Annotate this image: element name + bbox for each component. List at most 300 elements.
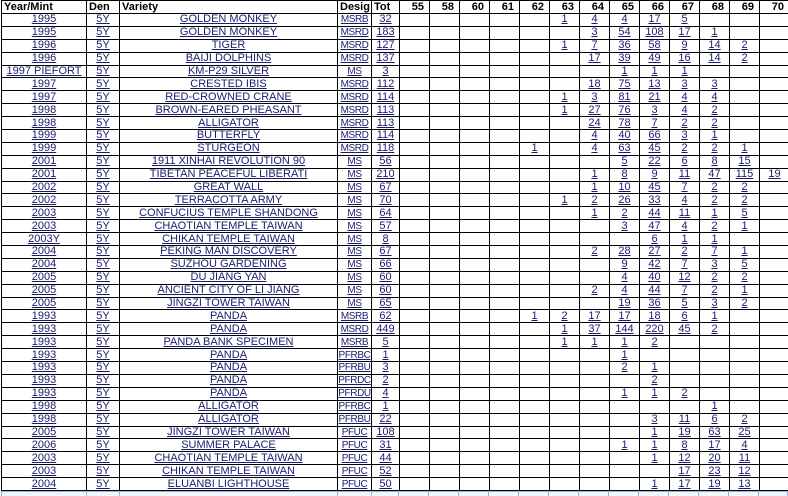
cell-grade-64[interactable] bbox=[580, 349, 610, 362]
cell-grade-62[interactable] bbox=[520, 117, 550, 130]
cell-tot[interactable]: 1 bbox=[372, 400, 400, 413]
cell-grade-55[interactable] bbox=[400, 465, 430, 478]
col-header-grade-70[interactable]: 70 bbox=[760, 1, 788, 14]
cell-den[interactable]: 5Y bbox=[87, 155, 120, 168]
cell-grade-67[interactable]: 4 bbox=[670, 194, 700, 207]
cell-grade-65[interactable]: 54 bbox=[610, 26, 640, 39]
cell-grade-60[interactable] bbox=[460, 233, 490, 246]
cell-grade-55[interactable] bbox=[400, 271, 430, 284]
cell-grade-58[interactable] bbox=[430, 130, 460, 143]
cell-den[interactable]: 5Y bbox=[87, 362, 120, 375]
cell-grade-66[interactable]: 1 bbox=[640, 387, 670, 400]
cell-desig[interactable]: MS bbox=[338, 220, 372, 233]
cell-grade-66[interactable]: 9 bbox=[640, 168, 670, 181]
cell-grade-68[interactable]: 1 bbox=[700, 400, 730, 413]
cell-grade-67[interactable] bbox=[670, 400, 700, 413]
cell-year[interactable]: 2002 bbox=[2, 181, 87, 194]
cell-grade-60[interactable] bbox=[460, 452, 490, 465]
selected-cell[interactable] bbox=[578, 491, 608, 496]
cell-grade-55[interactable] bbox=[400, 452, 430, 465]
cell-grade-65[interactable]: 63 bbox=[610, 142, 640, 155]
cell-year[interactable]: 1993 bbox=[2, 387, 87, 400]
cell-grade-60[interactable] bbox=[460, 387, 490, 400]
cell-variety[interactable]: PANDA bbox=[120, 349, 338, 362]
cell-grade-66[interactable]: 36 bbox=[640, 297, 670, 310]
cell-grade-69[interactable] bbox=[730, 310, 760, 323]
cell-year[interactable]: 1998 bbox=[2, 117, 87, 130]
cell-grade-62[interactable] bbox=[520, 336, 550, 349]
cell-grade-61[interactable] bbox=[490, 104, 520, 117]
cell-grade-62[interactable] bbox=[520, 104, 550, 117]
cell-desig[interactable]: PFUC bbox=[338, 439, 372, 452]
cell-grade-67[interactable] bbox=[670, 362, 700, 375]
cell-den[interactable]: 5Y bbox=[87, 426, 120, 439]
cell-grade-61[interactable] bbox=[490, 233, 520, 246]
cell-grade-55[interactable] bbox=[400, 142, 430, 155]
cell-grade-65[interactable]: 1 bbox=[610, 336, 640, 349]
cell-grade-60[interactable] bbox=[460, 65, 490, 78]
cell-grade-62[interactable] bbox=[520, 65, 550, 78]
selected-cell[interactable] bbox=[488, 491, 518, 496]
cell-grade-55[interactable] bbox=[400, 14, 430, 27]
cell-grade-66[interactable]: 1 bbox=[640, 439, 670, 452]
cell-grade-65[interactable]: 39 bbox=[610, 52, 640, 65]
cell-grade-70[interactable] bbox=[760, 78, 788, 91]
cell-year[interactable]: 1995 bbox=[2, 26, 87, 39]
cell-year[interactable]: 1998 bbox=[2, 104, 87, 117]
cell-grade-64[interactable] bbox=[580, 387, 610, 400]
cell-grade-66[interactable]: 42 bbox=[640, 258, 670, 271]
cell-grade-61[interactable] bbox=[490, 39, 520, 52]
cell-variety[interactable]: SUMMER PALACE bbox=[120, 439, 338, 452]
cell-variety[interactable]: PANDA bbox=[120, 323, 338, 336]
cell-grade-69[interactable] bbox=[730, 104, 760, 117]
cell-grade-67[interactable]: 1 bbox=[670, 65, 700, 78]
cell-grade-70[interactable] bbox=[760, 336, 788, 349]
cell-tot[interactable]: 22 bbox=[372, 413, 400, 426]
cell-grade-65[interactable]: 81 bbox=[610, 91, 640, 104]
cell-desig[interactable]: MS bbox=[338, 297, 372, 310]
cell-grade-65[interactable]: 1 bbox=[610, 387, 640, 400]
cell-grade-66[interactable]: 45 bbox=[640, 142, 670, 155]
cell-grade-61[interactable] bbox=[490, 130, 520, 143]
cell-grade-69[interactable]: 1 bbox=[730, 246, 760, 259]
cell-tot[interactable]: 449 bbox=[372, 323, 400, 336]
cell-grade-62[interactable] bbox=[520, 271, 550, 284]
cell-grade-66[interactable]: 220 bbox=[640, 323, 670, 336]
col-header-grade-64[interactable]: 64 bbox=[580, 1, 610, 14]
cell-tot[interactable]: 56 bbox=[372, 155, 400, 168]
cell-variety[interactable]: CONFUCIUS TEMPLE SHANDONG bbox=[120, 207, 338, 220]
cell-grade-68[interactable]: 14 bbox=[700, 39, 730, 52]
cell-grade-55[interactable] bbox=[400, 413, 430, 426]
cell-grade-63[interactable] bbox=[550, 478, 580, 491]
cell-grade-58[interactable] bbox=[430, 220, 460, 233]
cell-grade-61[interactable] bbox=[490, 14, 520, 27]
col-header-grade-69[interactable]: 69 bbox=[730, 1, 760, 14]
cell-grade-69[interactable]: 11 bbox=[730, 452, 760, 465]
cell-grade-63[interactable]: 1 bbox=[550, 194, 580, 207]
cell-desig[interactable]: MS bbox=[338, 168, 372, 181]
col-header-den[interactable]: Den bbox=[87, 1, 120, 14]
cell-desig[interactable]: MSRB bbox=[338, 336, 372, 349]
cell-grade-70[interactable] bbox=[760, 426, 788, 439]
cell-grade-65[interactable]: 17 bbox=[610, 310, 640, 323]
cell-year[interactable]: 2005 bbox=[2, 271, 87, 284]
cell-tot[interactable]: 67 bbox=[372, 181, 400, 194]
cell-year[interactable]: 2003Y bbox=[2, 233, 87, 246]
cell-desig[interactable]: MS bbox=[338, 181, 372, 194]
cell-desig[interactable]: MSRD bbox=[338, 52, 372, 65]
selected-cell[interactable] bbox=[518, 491, 548, 496]
cell-grade-62[interactable] bbox=[520, 91, 550, 104]
cell-grade-67[interactable]: 6 bbox=[670, 155, 700, 168]
cell-grade-66[interactable]: 21 bbox=[640, 91, 670, 104]
cell-grade-61[interactable] bbox=[490, 142, 520, 155]
cell-grade-69[interactable]: 5 bbox=[730, 258, 760, 271]
cell-year[interactable]: 1996 bbox=[2, 52, 87, 65]
cell-year[interactable]: 1998 bbox=[2, 413, 87, 426]
cell-tot[interactable]: 57 bbox=[372, 220, 400, 233]
cell-grade-64[interactable] bbox=[580, 271, 610, 284]
cell-grade-55[interactable] bbox=[400, 387, 430, 400]
cell-grade-67[interactable]: 11 bbox=[670, 207, 700, 220]
cell-grade-68[interactable]: 4 bbox=[700, 91, 730, 104]
cell-tot[interactable]: 5 bbox=[372, 336, 400, 349]
cell-grade-65[interactable]: 2 bbox=[610, 362, 640, 375]
cell-year[interactable]: 2002 bbox=[2, 194, 87, 207]
cell-grade-60[interactable] bbox=[460, 39, 490, 52]
cell-grade-64[interactable] bbox=[580, 233, 610, 246]
cell-desig[interactable]: PFUC bbox=[338, 452, 372, 465]
selected-cell[interactable] bbox=[1, 491, 86, 496]
cell-desig[interactable]: MS bbox=[338, 194, 372, 207]
cell-grade-66[interactable]: 2 bbox=[640, 374, 670, 387]
cell-grade-55[interactable] bbox=[400, 130, 430, 143]
cell-grade-70[interactable] bbox=[760, 91, 788, 104]
cell-grade-60[interactable] bbox=[460, 271, 490, 284]
cell-variety[interactable]: DU JIANG YAN bbox=[120, 271, 338, 284]
cell-grade-68[interactable] bbox=[700, 349, 730, 362]
cell-grade-60[interactable] bbox=[460, 323, 490, 336]
cell-tot[interactable]: 70 bbox=[372, 194, 400, 207]
cell-tot[interactable]: 8 bbox=[372, 233, 400, 246]
cell-grade-60[interactable] bbox=[460, 142, 490, 155]
cell-grade-61[interactable] bbox=[490, 284, 520, 297]
cell-grade-58[interactable] bbox=[430, 323, 460, 336]
cell-year[interactable]: 2005 bbox=[2, 284, 87, 297]
cell-grade-58[interactable] bbox=[430, 207, 460, 220]
cell-grade-60[interactable] bbox=[460, 297, 490, 310]
cell-grade-70[interactable] bbox=[760, 194, 788, 207]
col-header-grade-67[interactable]: 67 bbox=[670, 1, 700, 14]
cell-grade-66[interactable]: 1 bbox=[640, 65, 670, 78]
cell-grade-66[interactable]: 1 bbox=[640, 452, 670, 465]
col-header-year-mint[interactable]: Year/Mint bbox=[2, 1, 87, 14]
cell-den[interactable]: 5Y bbox=[87, 39, 120, 52]
cell-den[interactable]: 5Y bbox=[87, 413, 120, 426]
selected-cell[interactable] bbox=[758, 491, 788, 496]
cell-grade-70[interactable] bbox=[760, 258, 788, 271]
cell-grade-61[interactable] bbox=[490, 439, 520, 452]
col-header-grade-58[interactable]: 58 bbox=[430, 1, 460, 14]
cell-tot[interactable]: 52 bbox=[372, 465, 400, 478]
cell-grade-64[interactable] bbox=[580, 439, 610, 452]
cell-grade-60[interactable] bbox=[460, 426, 490, 439]
cell-grade-68[interactable] bbox=[700, 65, 730, 78]
cell-grade-70[interactable] bbox=[760, 39, 788, 52]
col-header-desig[interactable]: Desig bbox=[338, 1, 372, 14]
cell-grade-67[interactable]: 8 bbox=[670, 439, 700, 452]
col-header-grade-61[interactable]: 61 bbox=[490, 1, 520, 14]
cell-den[interactable]: 5Y bbox=[87, 233, 120, 246]
cell-grade-65[interactable]: 144 bbox=[610, 323, 640, 336]
cell-grade-62[interactable] bbox=[520, 258, 550, 271]
cell-grade-60[interactable] bbox=[460, 194, 490, 207]
cell-tot[interactable]: 32 bbox=[372, 14, 400, 27]
cell-grade-61[interactable] bbox=[490, 426, 520, 439]
cell-grade-66[interactable]: 1 bbox=[640, 362, 670, 375]
col-header-grade-68[interactable]: 68 bbox=[700, 1, 730, 14]
cell-grade-55[interactable] bbox=[400, 400, 430, 413]
cell-grade-70[interactable] bbox=[760, 452, 788, 465]
cell-den[interactable]: 5Y bbox=[87, 246, 120, 259]
cell-grade-63[interactable] bbox=[550, 284, 580, 297]
cell-tot[interactable]: 113 bbox=[372, 104, 400, 117]
cell-grade-61[interactable] bbox=[490, 181, 520, 194]
cell-tot[interactable]: 60 bbox=[372, 271, 400, 284]
cell-grade-67[interactable]: 9 bbox=[670, 39, 700, 52]
cell-desig[interactable]: MS bbox=[338, 271, 372, 284]
cell-grade-70[interactable] bbox=[760, 271, 788, 284]
cell-grade-62[interactable] bbox=[520, 207, 550, 220]
cell-grade-58[interactable] bbox=[430, 452, 460, 465]
cell-den[interactable]: 5Y bbox=[87, 258, 120, 271]
cell-grade-60[interactable] bbox=[460, 258, 490, 271]
cell-grade-63[interactable] bbox=[550, 155, 580, 168]
cell-grade-66[interactable]: 6 bbox=[640, 233, 670, 246]
cell-grade-68[interactable]: 2 bbox=[700, 284, 730, 297]
cell-grade-67[interactable]: 7 bbox=[670, 258, 700, 271]
cell-grade-60[interactable] bbox=[460, 284, 490, 297]
cell-grade-62[interactable] bbox=[520, 246, 550, 259]
cell-grade-62[interactable] bbox=[520, 284, 550, 297]
cell-grade-58[interactable] bbox=[430, 78, 460, 91]
cell-grade-61[interactable] bbox=[490, 155, 520, 168]
cell-grade-69[interactable]: 1 bbox=[730, 220, 760, 233]
cell-grade-67[interactable]: 2 bbox=[670, 246, 700, 259]
cell-grade-66[interactable]: 17 bbox=[640, 14, 670, 27]
cell-grade-58[interactable] bbox=[430, 233, 460, 246]
col-header-grade-62[interactable]: 62 bbox=[520, 1, 550, 14]
cell-grade-55[interactable] bbox=[400, 284, 430, 297]
cell-den[interactable]: 5Y bbox=[87, 478, 120, 491]
cell-den[interactable]: 5Y bbox=[87, 26, 120, 39]
cell-grade-69[interactable]: 115 bbox=[730, 168, 760, 181]
cell-variety[interactable]: PANDA bbox=[120, 362, 338, 375]
cell-tot[interactable]: 44 bbox=[372, 452, 400, 465]
cell-grade-65[interactable]: 75 bbox=[610, 78, 640, 91]
selected-cell[interactable] bbox=[337, 491, 371, 496]
cell-grade-60[interactable] bbox=[460, 220, 490, 233]
cell-grade-67[interactable]: 5 bbox=[670, 14, 700, 27]
cell-grade-61[interactable] bbox=[490, 246, 520, 259]
cell-grade-68[interactable]: 6 bbox=[700, 413, 730, 426]
cell-grade-70[interactable] bbox=[760, 155, 788, 168]
cell-grade-69[interactable]: 12 bbox=[730, 465, 760, 478]
cell-grade-70[interactable] bbox=[760, 181, 788, 194]
cell-grade-64[interactable]: 1 bbox=[580, 168, 610, 181]
cell-grade-61[interactable] bbox=[490, 336, 520, 349]
cell-grade-61[interactable] bbox=[490, 117, 520, 130]
cell-year[interactable]: 2003 bbox=[2, 465, 87, 478]
cell-grade-58[interactable] bbox=[430, 349, 460, 362]
cell-grade-70[interactable] bbox=[760, 65, 788, 78]
cell-grade-60[interactable] bbox=[460, 413, 490, 426]
cell-grade-62[interactable] bbox=[520, 194, 550, 207]
cell-grade-64[interactable]: 1 bbox=[580, 336, 610, 349]
cell-grade-64[interactable] bbox=[580, 297, 610, 310]
cell-grade-65[interactable]: 1 bbox=[610, 349, 640, 362]
cell-grade-61[interactable] bbox=[490, 349, 520, 362]
cell-grade-69[interactable]: 5 bbox=[730, 207, 760, 220]
cell-grade-67[interactable]: 19 bbox=[670, 426, 700, 439]
cell-grade-68[interactable]: 8 bbox=[700, 155, 730, 168]
cell-grade-66[interactable]: 13 bbox=[640, 78, 670, 91]
cell-grade-69[interactable] bbox=[730, 117, 760, 130]
cell-grade-55[interactable] bbox=[400, 246, 430, 259]
cell-grade-58[interactable] bbox=[430, 374, 460, 387]
cell-grade-70[interactable] bbox=[760, 478, 788, 491]
cell-grade-58[interactable] bbox=[430, 39, 460, 52]
cell-grade-66[interactable]: 44 bbox=[640, 284, 670, 297]
col-header-tot[interactable]: Tot bbox=[372, 1, 400, 14]
selected-cell[interactable] bbox=[119, 491, 337, 496]
cell-grade-70[interactable] bbox=[760, 400, 788, 413]
cell-grade-58[interactable] bbox=[430, 258, 460, 271]
cell-grade-65[interactable]: 2 bbox=[610, 207, 640, 220]
cell-grade-64[interactable] bbox=[580, 400, 610, 413]
cell-grade-62[interactable] bbox=[520, 39, 550, 52]
cell-grade-66[interactable]: 2 bbox=[640, 336, 670, 349]
cell-grade-70[interactable] bbox=[760, 362, 788, 375]
cell-desig[interactable]: PFRBC bbox=[338, 401, 371, 413]
cell-grade-68[interactable]: 20 bbox=[700, 452, 730, 465]
cell-grade-65[interactable]: 10 bbox=[610, 181, 640, 194]
cell-year[interactable]: 2004 bbox=[2, 478, 87, 491]
cell-grade-58[interactable] bbox=[430, 65, 460, 78]
cell-tot[interactable]: 114 bbox=[372, 130, 400, 143]
selected-cell[interactable] bbox=[458, 491, 488, 496]
cell-grade-69[interactable] bbox=[730, 387, 760, 400]
cell-grade-60[interactable] bbox=[460, 465, 490, 478]
cell-grade-66[interactable]: 27 bbox=[640, 246, 670, 259]
cell-grade-64[interactable]: 7 bbox=[580, 39, 610, 52]
cell-den[interactable]: 5Y bbox=[87, 194, 120, 207]
cell-grade-62[interactable] bbox=[520, 400, 550, 413]
cell-variety[interactable]: CHIKAN TEMPLE TAIWAN bbox=[120, 233, 338, 246]
cell-den[interactable]: 5Y bbox=[87, 439, 120, 452]
cell-variety[interactable]: PANDA bbox=[120, 310, 338, 323]
cell-grade-67[interactable]: 3 bbox=[670, 78, 700, 91]
cell-grade-68[interactable]: 3 bbox=[700, 297, 730, 310]
cell-year[interactable]: 2004 bbox=[2, 246, 87, 259]
cell-grade-69[interactable] bbox=[730, 78, 760, 91]
cell-grade-60[interactable] bbox=[460, 117, 490, 130]
cell-year[interactable]: 1993 bbox=[2, 362, 87, 375]
cell-grade-67[interactable] bbox=[670, 349, 700, 362]
cell-grade-60[interactable] bbox=[460, 374, 490, 387]
cell-den[interactable]: 5Y bbox=[87, 297, 120, 310]
cell-grade-68[interactable] bbox=[700, 362, 730, 375]
cell-grade-55[interactable] bbox=[400, 104, 430, 117]
cell-grade-60[interactable] bbox=[460, 130, 490, 143]
cell-grade-63[interactable] bbox=[550, 207, 580, 220]
cell-variety[interactable]: PANDA BANK SPECIMEN bbox=[120, 336, 338, 349]
cell-grade-62[interactable] bbox=[520, 426, 550, 439]
cell-tot[interactable]: 112 bbox=[372, 78, 400, 91]
cell-grade-66[interactable]: 1 bbox=[640, 478, 670, 491]
cell-den[interactable]: 5Y bbox=[87, 336, 120, 349]
cell-grade-67[interactable] bbox=[670, 374, 700, 387]
cell-grade-67[interactable]: 2 bbox=[670, 387, 700, 400]
cell-grade-70[interactable] bbox=[760, 439, 788, 452]
cell-den[interactable]: 5Y bbox=[87, 374, 120, 387]
cell-grade-64[interactable] bbox=[580, 258, 610, 271]
cell-grade-61[interactable] bbox=[490, 168, 520, 181]
cell-grade-58[interactable] bbox=[430, 426, 460, 439]
cell-grade-63[interactable] bbox=[550, 65, 580, 78]
cell-grade-65[interactable]: 76 bbox=[610, 104, 640, 117]
cell-tot[interactable]: 4 bbox=[372, 387, 400, 400]
cell-grade-61[interactable] bbox=[490, 258, 520, 271]
cell-grade-69[interactable]: 2 bbox=[730, 413, 760, 426]
cell-grade-60[interactable] bbox=[460, 168, 490, 181]
cell-grade-63[interactable] bbox=[550, 400, 580, 413]
cell-tot[interactable]: 118 bbox=[372, 142, 400, 155]
cell-grade-55[interactable] bbox=[400, 323, 430, 336]
cell-grade-66[interactable] bbox=[640, 349, 670, 362]
cell-desig[interactable]: PFUC bbox=[338, 426, 372, 439]
cell-variety[interactable]: RED-CROWNED CRANE bbox=[120, 91, 338, 104]
cell-variety[interactable]: 1911 XINHAI REVOLUTION 90 bbox=[120, 155, 338, 168]
cell-grade-70[interactable] bbox=[760, 130, 788, 143]
cell-grade-64[interactable]: 17 bbox=[580, 310, 610, 323]
cell-grade-65[interactable]: 19 bbox=[610, 297, 640, 310]
cell-grade-60[interactable] bbox=[460, 439, 490, 452]
cell-grade-62[interactable] bbox=[520, 439, 550, 452]
cell-grade-68[interactable] bbox=[700, 374, 730, 387]
cell-tot[interactable]: 1 bbox=[372, 349, 400, 362]
selected-cell[interactable] bbox=[86, 491, 119, 496]
cell-variety[interactable]: ALLIGATOR bbox=[120, 413, 338, 426]
cell-grade-66[interactable]: 108 bbox=[640, 26, 670, 39]
cell-year[interactable]: 2001 bbox=[2, 168, 87, 181]
cell-grade-61[interactable] bbox=[490, 387, 520, 400]
selected-cell[interactable] bbox=[608, 491, 638, 496]
cell-grade-66[interactable]: 3 bbox=[640, 413, 670, 426]
cell-grade-66[interactable]: 22 bbox=[640, 155, 670, 168]
cell-grade-63[interactable] bbox=[550, 26, 580, 39]
cell-grade-69[interactable] bbox=[730, 362, 760, 375]
cell-year[interactable]: 1993 bbox=[2, 310, 87, 323]
cell-grade-55[interactable] bbox=[400, 65, 430, 78]
cell-grade-68[interactable] bbox=[700, 336, 730, 349]
cell-grade-62[interactable] bbox=[520, 374, 550, 387]
cell-grade-69[interactable]: 1 bbox=[730, 284, 760, 297]
cell-grade-63[interactable] bbox=[550, 271, 580, 284]
cell-den[interactable]: 5Y bbox=[87, 14, 120, 27]
